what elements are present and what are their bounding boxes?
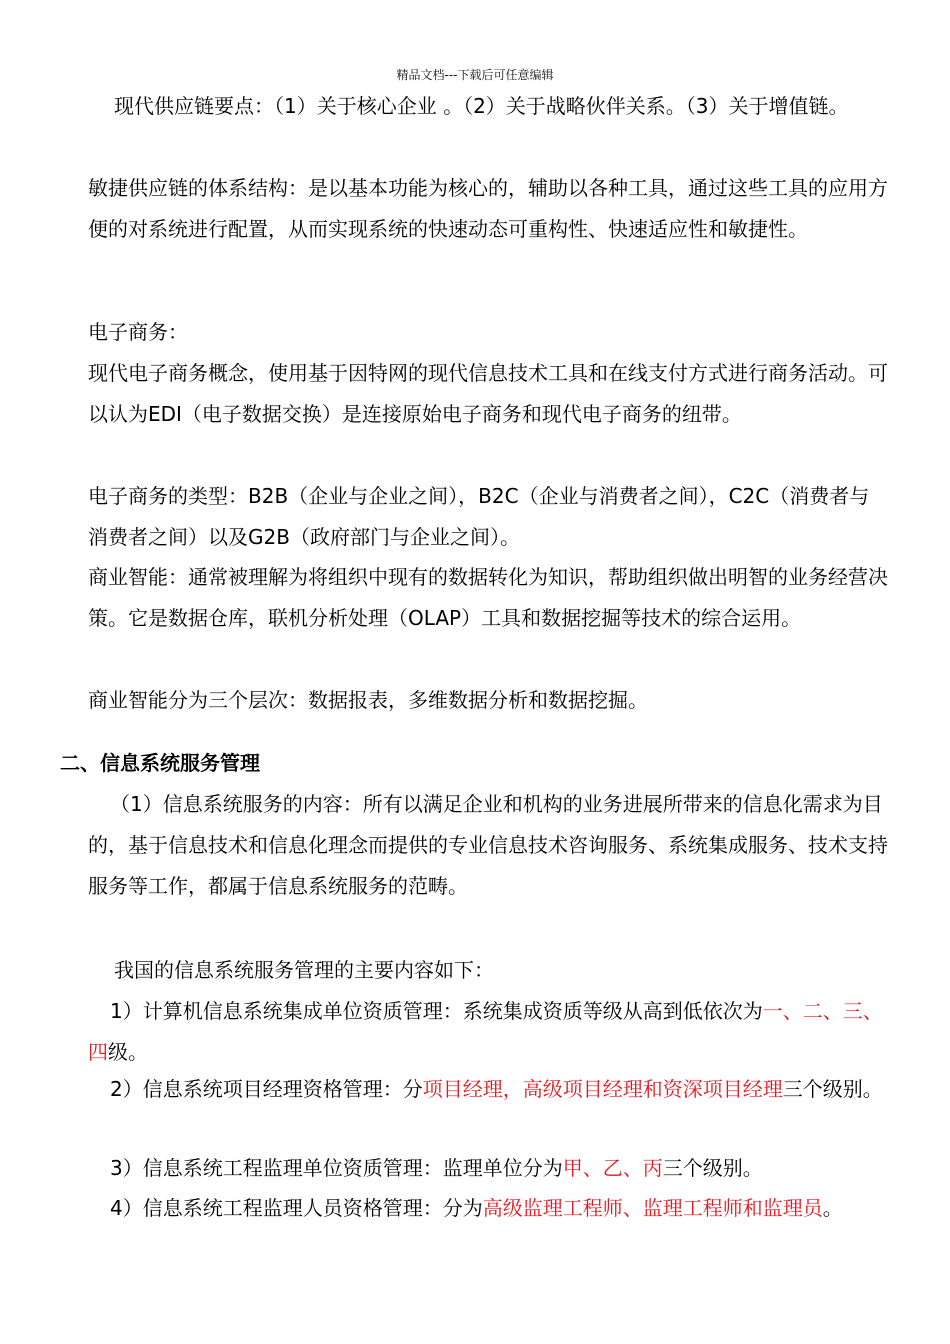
- item-4: [88, 1188, 888, 1229]
- bi-levels: 商业智能分为三个层次：数据报表，多维数据分析和数据挖掘。: [88, 688, 648, 712]
- item-2-text: 2）信息系统项目经理资格管理：分: [110, 1077, 423, 1101]
- supply-chain-points: 现代供应链要点：（1）关于核心企业 。（2）关于战略伙伴关系。（3）关于增值链。: [114, 94, 849, 118]
- item-3-suffix: 三个级别。: [662, 1156, 763, 1180]
- item-1-suffix: 级。: [108, 1040, 148, 1064]
- item-2: [88, 1069, 888, 1110]
- agile-supply-chain: 敏捷供应链的体系结构：是以基本功能为核心的，辅助以各种工具，通过这些工具的应用方便的对系统进行配置，从而实现系统的快速动态可重构性、快速适应性和敏捷性。: [88, 176, 888, 241]
- item-1-text: 1）计算机信息系统集成单位资质管理：系统集成资质等级从高到低依次为: [110, 999, 763, 1023]
- item-3-text: 3）信息系统工程监理单位资质管理：监理单位分为: [110, 1156, 563, 1180]
- item-3: [88, 1148, 888, 1189]
- ecommerce-concept: 现代电子商务概念，使用基于因特网的现代信息技术工具和在线支付方式进行商务活动。可以认为EDI（电子数据交换）是连接原始电子商务和现代电子商务的纽带。: [88, 361, 888, 426]
- item-3-highlight: 甲、乙、丙: [562, 1156, 663, 1180]
- service-content: （1）信息系统服务的内容：所有以满足企业和机构的业务进展所带来的信息化需求为目的，基于信息技术和信息化理念而提供的专业信息技术咨询服务、系统集成服务、技术支持服务等工作，都属于信息系统服务的范畴。: [88, 792, 888, 898]
- management-intro: 我国的信息系统服务管理的主要内容如下：: [114, 958, 494, 982]
- item-4-highlight: 高级监理工程师、监理工程师和监理员: [482, 1196, 823, 1220]
- page-header: 精品文档---下载后可任意编辑: [396, 68, 554, 82]
- bi-definition: 商业智能：通常被理解为将组织中现有的数据转化为知识，帮助组织做出明智的业务经营决策。它是数据仓库，联机分析处理（OLAP）工具和数据挖掘等技术的综合运用。: [88, 565, 888, 630]
- item-1: [88, 991, 888, 1073]
- ecommerce-title: 电子商务：: [88, 320, 188, 344]
- section-heading: 二、信息系统服务管理: [60, 751, 260, 775]
- item-2-suffix: 三个级别。: [782, 1077, 883, 1101]
- item-4-text: 4）信息系统工程监理人员资格管理：分为: [110, 1196, 483, 1220]
- item-4-suffix: 。: [822, 1196, 843, 1220]
- item-2-highlight: 项目经理，高级项目经理和资深项目经理: [422, 1077, 783, 1101]
- item-1-highlight: 一、二、三、四: [88, 999, 883, 1064]
- ecommerce-types: 电子商务的类型：B2B（企业与企业之间），B2C（企业与消费者之间），C2C（消费者与消费者之间）以及G2B（政府部门与企业之间）。: [88, 484, 870, 549]
